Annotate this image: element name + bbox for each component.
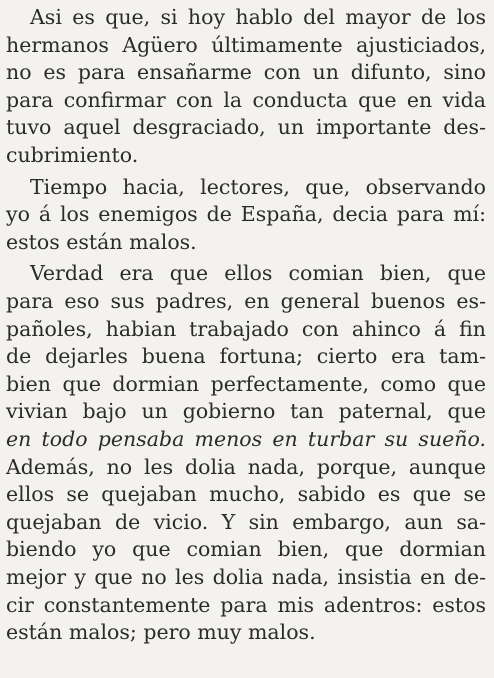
text-line: hermanos Agüero últimamente ajusticiados, [6,32,486,57]
text-line: biendo yo que comian bien, que dormian [6,537,486,562]
text-line: bien que dormian perfectamente, como que [6,371,486,396]
text-line: Verdad era que ellos comian bien, que [30,261,486,286]
text-line: ellos se quejaban mucho, sabido es que se [6,482,486,507]
text-line: mejor y que no les dolia nada, insistia en de- [6,565,486,589]
text-line: para eso sus padres, en general buenos es- [6,289,486,313]
text-line: no es para ensañarme con un difunto, sino [6,60,486,85]
text-line: para confirmar con la conducta que en vida [6,87,486,112]
text-line: quejaban de vicio. Y sin embargo, aun sa- [6,509,486,534]
text-line: Tiempo hacia, lectores, que, observando [30,174,486,199]
text-line: estos están malos. [6,229,197,254]
text-line: cir constantemente para mis adentros: estos [6,592,486,617]
text-line: yo á los enemigos de España, decia para mí: [6,202,486,227]
text-line: Asi es que, si hoy hablo del mayor de los [30,5,486,29]
text-line: pañoles, habian trabajado con ahinco á fin [6,316,486,341]
text-line-italic: en todo pensaba menos en turbar su sueño. [6,427,486,451]
text-line: cubrimiento. [6,143,139,167]
text-line: tuvo aquel desgraciado, un importante des- [6,115,486,140]
text-line: vivian bajo un gobierno tan paternal, que [6,399,486,424]
text-line: están malos; pero muy malos. [6,620,316,645]
text-line: de dejarles buena fortuna; cierto era tam- [6,344,486,369]
text-line: Además, no les dolia nada, porque, aunque [6,454,486,479]
